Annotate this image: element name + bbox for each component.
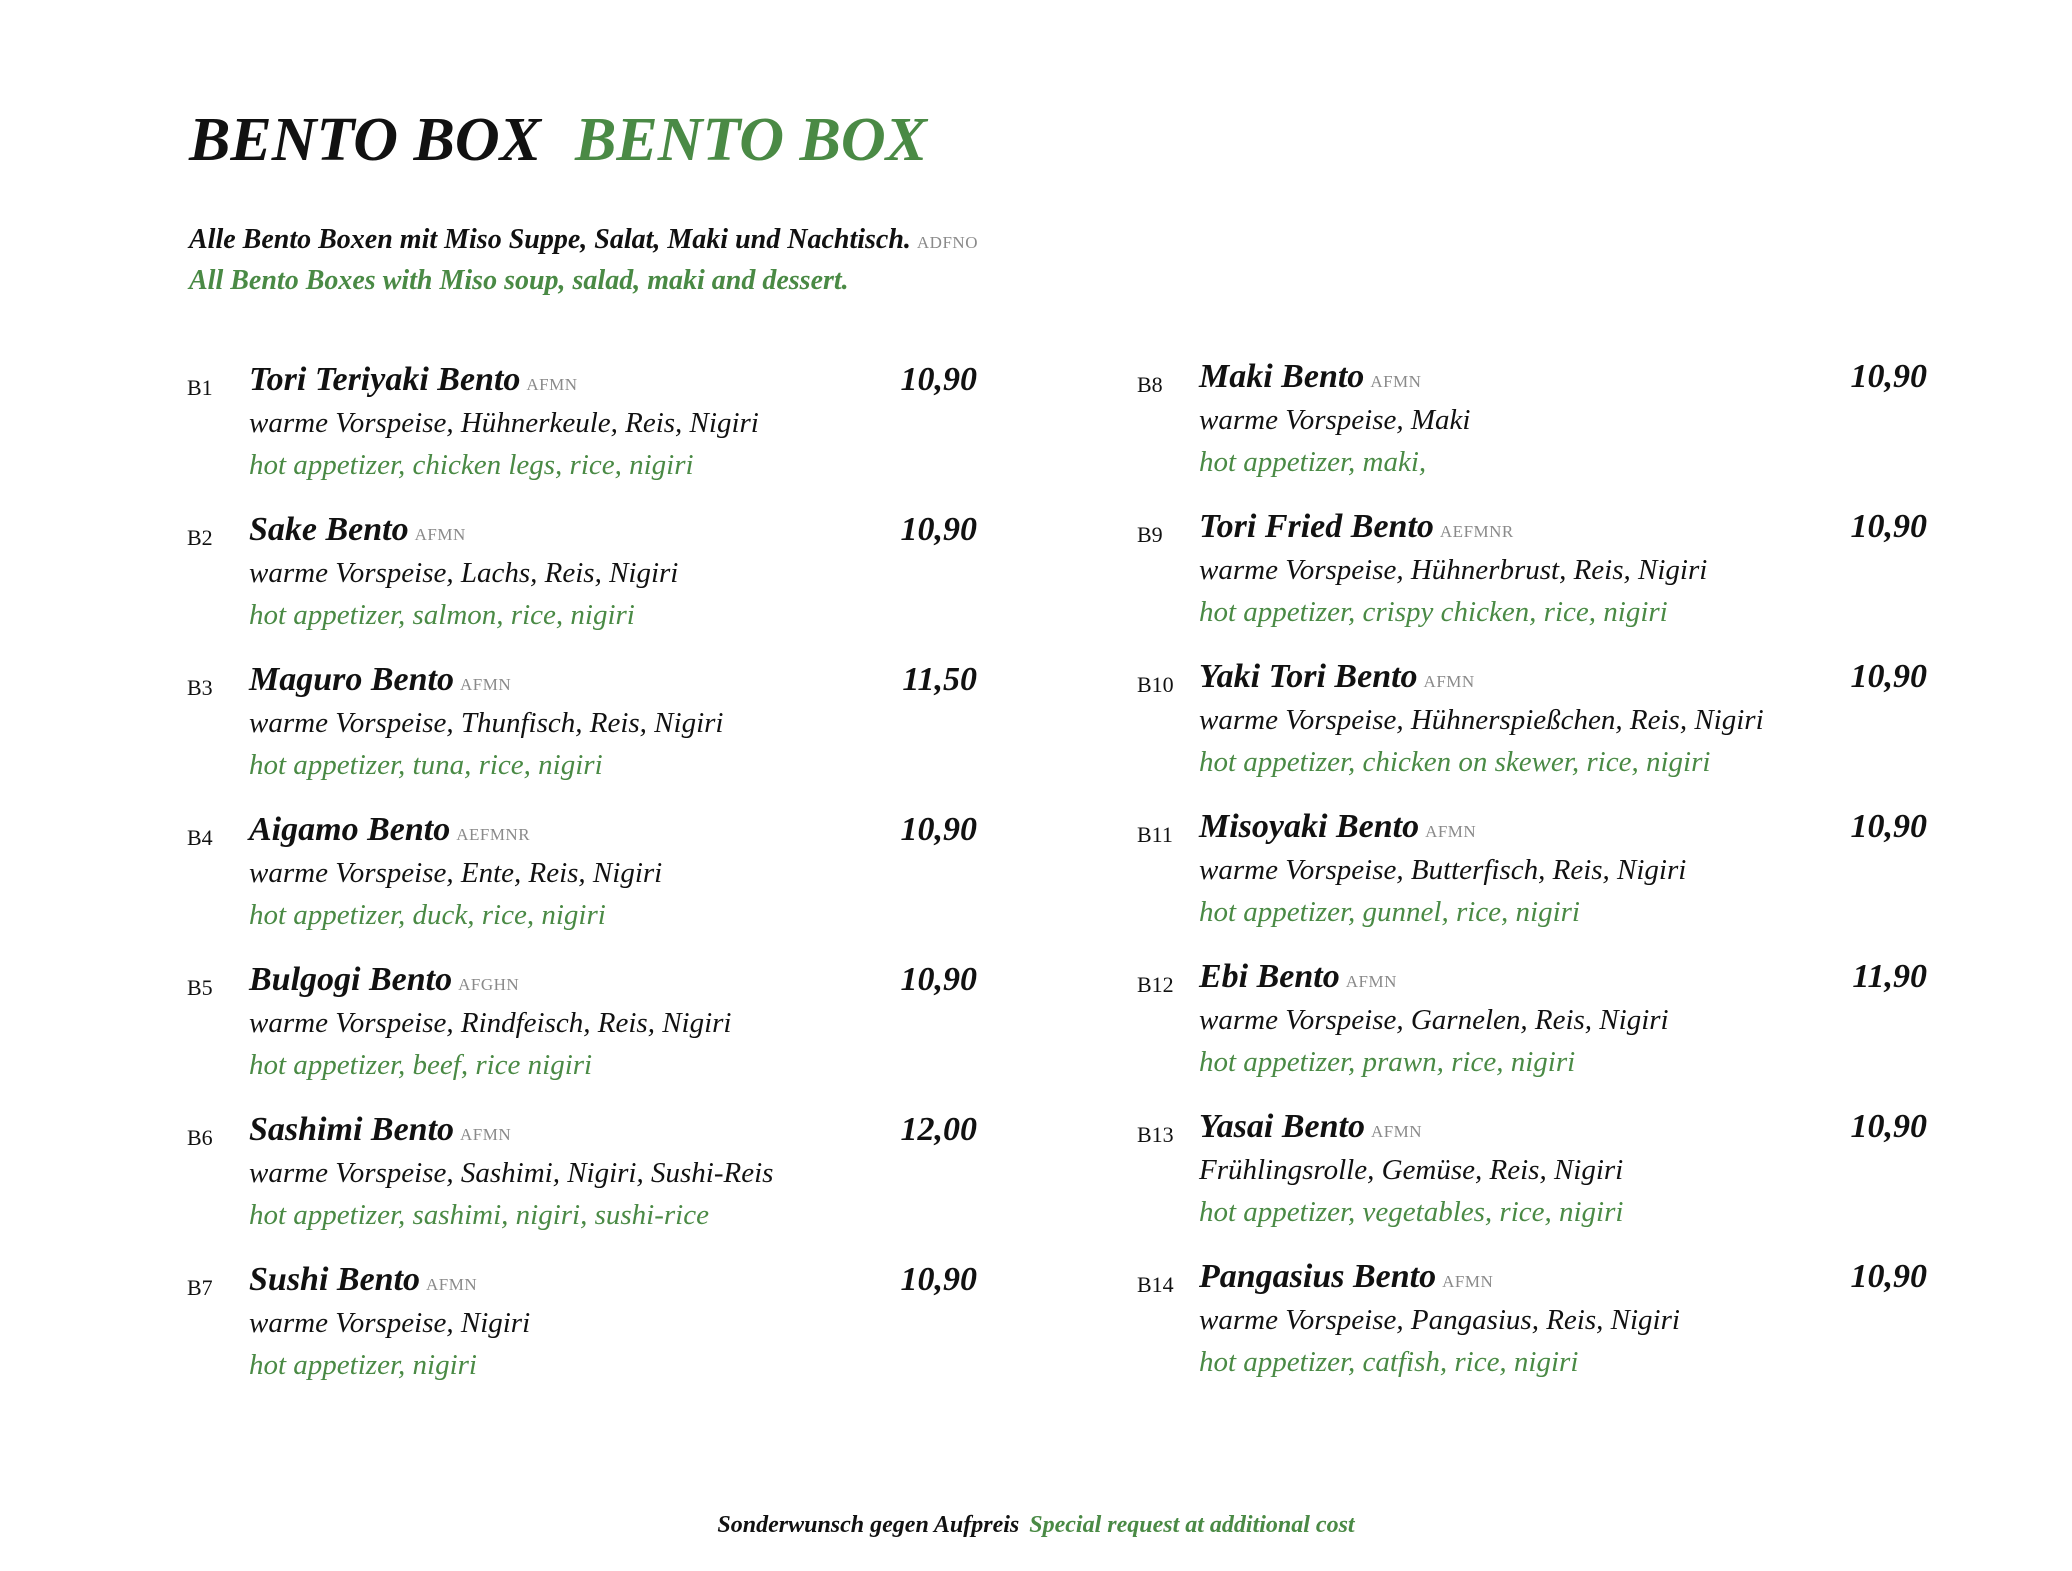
item-description-english: hot appetizer, gunnel, rice, nigiri <box>1199 896 1580 928</box>
menu-item-b11 <box>1137 804 1937 954</box>
item-allergens: AFMN <box>426 1275 478 1294</box>
title-english: BENTO BOX <box>575 106 927 174</box>
title-german: BENTO BOX <box>189 106 541 174</box>
item-code: B10 <box>1137 672 1174 697</box>
menu-item-b12 <box>1137 954 1937 1104</box>
item-description-german: warme Vorspeise, Pangasius, Reis, Nigiri <box>1199 1304 1680 1336</box>
item-name: Misoyaki Bento <box>1199 808 1420 845</box>
item-allergens: AFMN <box>1370 1122 1423 1141</box>
item-name: Sushi Bento <box>249 1261 421 1298</box>
item-code: B1 <box>187 375 213 400</box>
item-description-german: warme Vorspeise, Rindfeisch, Reis, Nigiri <box>249 1007 732 1039</box>
menu-item-b2 <box>187 507 987 657</box>
item-price: 10,90 <box>1850 808 1927 845</box>
item-name-line <box>249 957 519 1008</box>
item-allergens: AFMN <box>526 375 578 394</box>
item-name-line <box>1199 1254 1493 1305</box>
item-name-line <box>249 1107 511 1158</box>
menu-item-b13 <box>1137 1104 1937 1254</box>
footer-note-english: Special request at additional cost <box>1029 1512 1355 1538</box>
item-code: B8 <box>1137 372 1163 397</box>
item-description-german: warme Vorspeise, Hühnerkeule, Reis, Nigiri <box>249 407 759 439</box>
item-code: B2 <box>187 525 213 550</box>
item-code: B3 <box>187 675 213 700</box>
item-price: 10,90 <box>900 811 977 848</box>
item-description-english: hot appetizer, chicken legs, rice, nigiri <box>249 449 694 481</box>
intro-allergens: ADFNO <box>916 233 978 252</box>
item-description-english: hot appetizer, duck, rice, nigiri <box>249 899 606 931</box>
page-title <box>189 100 927 180</box>
item-price: 10,90 <box>1850 508 1927 545</box>
item-name: Pangasius Bento <box>1199 1258 1437 1295</box>
item-description-german: warme Vorspeise, Garnelen, Reis, Nigiri <box>1199 1004 1669 1036</box>
item-code: B11 <box>1137 822 1173 847</box>
item-allergens: AEFMNR <box>456 825 531 844</box>
item-description-german: warme Vorspeise, Lachs, Reis, Nigiri <box>249 557 679 589</box>
item-allergens: AFMN <box>1425 822 1477 841</box>
item-code: B13 <box>1137 1122 1174 1147</box>
item-allergens: AFMN <box>1423 672 1475 691</box>
menu-item-b1 <box>187 357 987 507</box>
item-name: Yasai Bento <box>1199 1108 1365 1145</box>
intro-german-line <box>189 221 978 262</box>
item-allergens: AFMN <box>414 525 466 544</box>
item-name: Sake Bento <box>249 511 409 548</box>
item-allergens: AFMN <box>1370 372 1422 391</box>
menu-item-b9 <box>1137 504 1937 654</box>
item-price: 10,90 <box>1850 1108 1927 1145</box>
menu-item-b14 <box>1137 1254 1937 1404</box>
item-description-english: hot appetizer, crispy chicken, rice, nigiri <box>1199 596 1668 628</box>
item-description-german: Frühlingsrolle, Gemüse, Reis, Nigiri <box>1199 1154 1624 1186</box>
menu-item-b7 <box>187 1257 987 1407</box>
item-price: 10,90 <box>1850 1258 1927 1295</box>
item-name: Tori Fried Bento <box>1199 508 1434 545</box>
item-name: Tori Teriyaki Bento <box>249 361 521 398</box>
item-price: 11,90 <box>1852 958 1927 995</box>
item-description-german: warme Vorspeise, Ente, Reis, Nigiri <box>249 857 663 889</box>
item-description-german: warme Vorspeise, Hühnerbrust, Reis, Nigiri <box>1199 554 1708 586</box>
menu-item-b5 <box>187 957 987 1107</box>
item-name-line <box>249 657 511 708</box>
item-name-line <box>1199 654 1475 705</box>
item-code: B14 <box>1137 1272 1174 1297</box>
item-description-english: hot appetizer, beef, rice nigiri <box>249 1049 593 1081</box>
item-name-line <box>1199 1104 1422 1155</box>
item-code: B7 <box>187 1275 213 1300</box>
intro-english: All Bento Boxes with Miso soup, salad, maki and dessert. <box>189 265 849 296</box>
item-description-english: hot appetizer, chicken on skewer, rice, nigiri <box>1199 746 1711 778</box>
item-description-english: hot appetizer, prawn, rice, nigiri <box>1199 1046 1576 1078</box>
item-code: B4 <box>187 825 213 850</box>
item-description-german: warme Vorspeise, Butterfisch, Reis, Nigiri <box>1199 854 1687 886</box>
intro-german: Alle Bento Boxen mit Miso Suppe, Salat, Maki und Nachtisch. <box>189 224 911 255</box>
menu-item-b10 <box>1137 654 1937 804</box>
item-description-german: warme Vorspeise, Maki <box>1199 404 1471 436</box>
item-description-english: hot appetizer, maki, <box>1199 446 1427 478</box>
item-description-english: hot appetizer, salmon, rice, nigiri <box>249 599 635 631</box>
item-name-line <box>249 357 578 408</box>
item-description-german: warme Vorspeise, Sashimi, Nigiri, Sushi-Reis <box>249 1157 774 1189</box>
item-description-german: warme Vorspeise, Hühnerspießchen, Reis, Nigiri <box>1199 704 1764 736</box>
item-price: 10,90 <box>1850 358 1927 395</box>
item-name-line <box>1199 354 1421 405</box>
menu-item-b8 <box>1137 354 1937 504</box>
item-price: 11,50 <box>902 661 977 698</box>
item-price: 10,90 <box>900 961 977 998</box>
item-allergens: AFMN <box>460 675 512 694</box>
menu-item-b4 <box>187 807 987 957</box>
item-description-english: hot appetizer, tuna, rice, nigiri <box>249 749 603 781</box>
item-price: 10,90 <box>900 1261 977 1298</box>
item-name: Bulgogi Bento <box>249 961 453 998</box>
item-description-english: hot appetizer, sashimi, nigiri, sushi-rice <box>249 1199 709 1231</box>
item-name-line <box>1199 804 1476 855</box>
item-name: Yaki Tori Bento <box>1199 658 1418 695</box>
item-price: 12,00 <box>900 1111 977 1148</box>
item-name: Maki Bento <box>1199 358 1365 395</box>
item-name-line <box>1199 504 1514 555</box>
menu-column-right <box>1137 354 1937 1404</box>
menu-item-b3 <box>187 657 987 807</box>
item-allergens: AFGHN <box>458 975 520 994</box>
item-name: Sashimi Bento <box>249 1111 455 1148</box>
item-name: Maguro Bento <box>249 661 454 698</box>
item-name-line <box>249 1257 477 1308</box>
footer-note-german: Sonderwunsch gegen Aufpreis <box>717 1512 1020 1538</box>
item-description-german: warme Vorspeise, Thunfisch, Reis, Nigiri <box>249 707 724 739</box>
menu-item-b6 <box>187 1107 987 1257</box>
item-allergens: AEFMNR <box>1439 522 1514 541</box>
item-name-line <box>1199 954 1397 1005</box>
item-name-line <box>249 807 530 858</box>
item-description-english: hot appetizer, catfish, rice, nigiri <box>1199 1346 1579 1378</box>
item-code: B6 <box>187 1125 213 1150</box>
item-description-german: warme Vorspeise, Nigiri <box>249 1307 531 1339</box>
item-price: 10,90 <box>900 511 977 548</box>
item-allergens: AFMN <box>1442 1272 1494 1291</box>
item-allergens: AFMN <box>1345 972 1397 991</box>
item-code: B5 <box>187 975 213 1000</box>
item-name: Ebi Bento <box>1199 958 1340 995</box>
item-name-line <box>249 507 466 558</box>
item-code: B12 <box>1137 972 1174 997</box>
item-price: 10,90 <box>900 361 977 398</box>
item-description-english: hot appetizer, vegetables, rice, nigiri <box>1199 1196 1624 1228</box>
item-code: B9 <box>1137 522 1163 547</box>
item-name: Aigamo Bento <box>249 811 451 848</box>
intro-text <box>189 221 978 300</box>
item-description-english: hot appetizer, nigiri <box>249 1349 477 1381</box>
item-price: 10,90 <box>1850 658 1927 695</box>
menu-column-left <box>187 357 987 1407</box>
footer-note <box>0 1509 2072 1541</box>
item-allergens: AFMN <box>460 1125 512 1144</box>
